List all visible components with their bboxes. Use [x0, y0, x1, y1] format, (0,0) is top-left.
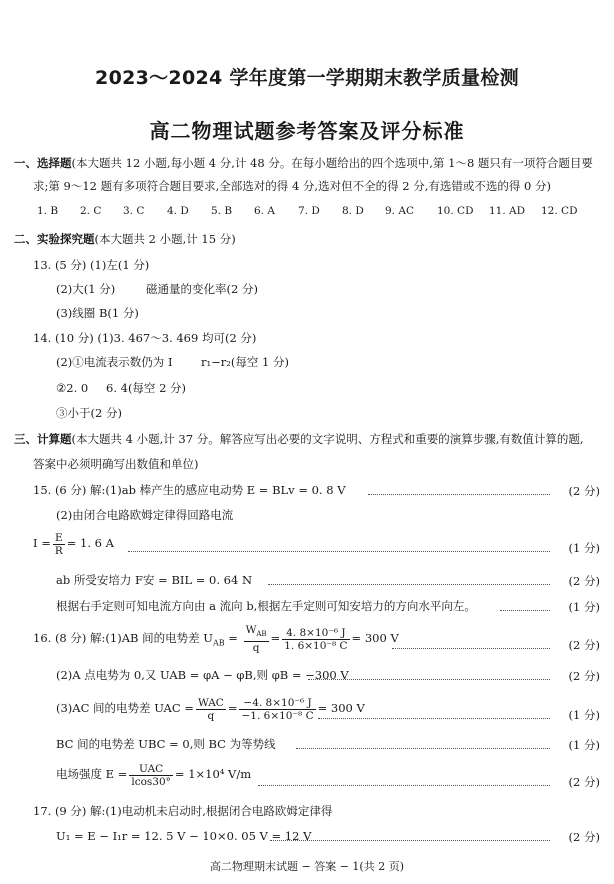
section-2-heading: 二、实验探究题: [14, 232, 95, 246]
q13-line-3: (3)线圈 B(1 分): [56, 306, 139, 320]
q16-frac-5-den: lcos30°: [131, 775, 171, 788]
answer-2: 2. C: [80, 205, 102, 217]
q16-w: W: [245, 624, 257, 637]
q16-frac-5: [129, 763, 173, 788]
q15-line-2: (2)由闭合电路欧姆定律得回路电流: [56, 508, 234, 522]
answer-1: 1. B: [37, 205, 59, 217]
answer-6: 6. A: [254, 205, 275, 217]
answer-9: 9. AC: [385, 205, 414, 217]
q16-eq: =: [228, 631, 238, 645]
q16-rhs-5: = 1×10⁴ V/m: [174, 767, 252, 781]
answer-8: 8. D: [342, 205, 364, 217]
answer-10: 10. CD: [437, 205, 474, 217]
q16-line-1: 16. (8 分) 解:(1)AB 间的电势差 $U_{AB}$ = $\frac{W_{AB}}{q}$ = $\frac{\text{4. 8×10⁻⁶ J}}{\text{1. 6×10⁻⁸ C}}$ = 300 V: [33, 624, 399, 654]
q14-line-2b: r₁−r₂(每空 1 分): [201, 355, 289, 369]
q16-frac-4: [239, 697, 315, 722]
q16-frac-3-num: WAC: [197, 696, 224, 709]
leader-dots: [128, 551, 550, 552]
page-subtitle: 高二物理试题参考答案及评分标准: [149, 119, 465, 143]
q16-line-5: [56, 760, 251, 788]
answer-4: 4. D: [167, 205, 189, 217]
section-3-heading: 三、计算题: [14, 432, 72, 446]
leader-dots: [268, 584, 550, 585]
q14-line-3b: 6. 4(每空 2 分): [106, 381, 187, 395]
score-mark: (2 分): [568, 638, 600, 652]
q16-frac-1-den: q: [252, 641, 260, 654]
leader-dots: [500, 610, 550, 611]
q14-line-3a: ②2. 0: [56, 381, 89, 395]
q16-frac-4-den: −1. 6×10⁻⁸ C: [241, 709, 314, 722]
score-mark: (1 分): [568, 541, 600, 555]
section-2-intro: [14, 232, 236, 246]
section-1-desc-2: 求;第 9～12 题有多项符合题目要求,全部选对的得 4 分,选对但不全的得 2 分,有选错或不选的得 0 分): [33, 179, 551, 193]
q15-line-1: 15. (6 分) 解:(1)ab 棒产生的感应电动势 E = BLv = 0. 8 V: [33, 483, 346, 497]
leader-dots: [258, 785, 550, 786]
q17-line-2: U₁ = E − I₁r = 12. 5 V − 10×0. 05 V = 12 V: [56, 829, 312, 843]
score-mark: (1 分): [568, 708, 600, 722]
answer-11: 11. AD: [489, 205, 526, 217]
q13-line-2a: (2)大(1 分): [56, 282, 116, 296]
score-mark: (2 分): [568, 574, 600, 588]
q13-line-2b: 磁通量的变化率(2 分): [146, 282, 258, 296]
answer-7: 7. D: [298, 205, 320, 217]
answer-12: 12. CD: [541, 205, 578, 217]
section-1-desc: (本大题共 12 小题,每小题 4 分,计 48 分。在每小题给出的四个选项中,第 1～8 题只有一项符合题目要: [71, 156, 593, 170]
answer-5: 5. B: [211, 205, 233, 217]
q16-frac-1-num: [244, 624, 269, 641]
leader-dots: [392, 648, 550, 649]
q16-line-3-text: (3)AC 间的电势差 UAC =: [56, 701, 194, 715]
q16-frac-2-num: 4. 8×10⁻⁶ J: [282, 627, 349, 640]
q16-frac-3-den: q: [207, 709, 215, 722]
q17-line-1: 17. (9 分) 解:(1)电动机未启动时,根据闭合电路欧姆定律得: [33, 804, 333, 818]
q15-line-5: 根据右手定则可知电流方向由 a 流向 b,根据左手定则可知安培力的方向水平向左。: [56, 599, 476, 613]
section-3-intro: [14, 432, 584, 446]
q14-line-4: ③小于(2 分): [56, 406, 122, 420]
answer-3: 3. C: [123, 205, 145, 217]
score-mark: (2 分): [568, 669, 600, 683]
q16-frac-1: [244, 624, 269, 653]
section-1-heading: 一、选择题: [14, 156, 72, 170]
q16-rhs: = 300 V: [351, 631, 399, 645]
q15-num: E: [53, 532, 65, 545]
q16-w-sub: AB: [256, 630, 267, 639]
q16-frac-2: [282, 627, 349, 652]
q16-rhs-3: = 300 V: [317, 701, 365, 715]
q16-sub: AB: [212, 638, 225, 648]
leader-dots: [308, 679, 550, 680]
q15-fraction: [53, 532, 65, 557]
q16-frac-5-num: UAC: [129, 763, 173, 776]
leader-dots: [368, 494, 550, 495]
q16-line-5-text: 电场强度 E =: [56, 767, 128, 781]
q16-line-4: BC 间的电势差 UBC = 0,则 BC 为等势线: [56, 737, 276, 751]
q14-line-1: 14. (10 分) (1)3. 467～3. 469 均可(2 分): [33, 331, 257, 345]
q15-den: R: [54, 544, 63, 557]
q14-line-2a: (2)①电流表示数仍为 I: [56, 355, 173, 369]
q15-line-4: ab 所受安培力 F安 = BIL = 0. 64 N: [56, 573, 253, 587]
leader-dots: [318, 718, 550, 719]
q15-line-3: [33, 531, 114, 557]
q16-frac-4-num: −4. 8×10⁻⁶ J: [239, 697, 315, 710]
page-footer: 高二物理期末试题 − 答案 − 1(共 2 页): [210, 860, 404, 873]
section-2-desc: (本大题共 2 小题,计 15 分): [94, 232, 236, 246]
section-1-intro: [14, 156, 593, 170]
q16-line-3: (3)AC 间的电势差 UAC = $\frac{\text{WAC}}{q}$ = $\frac{\text{−4. 8×10⁻⁶ J}}{\text{−1. 6×10⁻⁸ C}}$ = 300 V: [56, 696, 365, 722]
section-3-desc: (本大题共 4 小题,计 37 分。解答应写出必要的文字说明、方程式和重要的演算步骤,有数值计算的题,: [71, 432, 584, 446]
q13-line-1: 13. (5 分) (1)左(1 分): [33, 258, 150, 272]
section-3-desc-2: 答案中必须明确写出数值和单位): [33, 457, 199, 471]
q15-rhs: = 1. 6 A: [66, 536, 114, 550]
q16-frac-2-den: 1. 6×10⁻⁸ C: [284, 639, 348, 652]
score-mark: (2 分): [568, 830, 600, 844]
q16-frac-3: [196, 697, 226, 722]
score-mark: (1 分): [568, 738, 600, 752]
q16-line-1-text: 16. (8 分) 解:(1)AB 间的电势差 U: [33, 631, 213, 645]
q16-line-2: (2)A 点电势为 0,又 UAB = φA − φB,则 φB = −300 V: [56, 668, 349, 682]
leader-dots: [270, 840, 550, 841]
score-mark: (2 分): [568, 484, 600, 498]
score-mark: (2 分): [568, 775, 600, 789]
page-title: 2023～2024 学年度第一学期期末教学质量检测: [95, 67, 519, 89]
score-mark: (1 分): [568, 600, 600, 614]
q15-lhs: I =: [33, 536, 51, 550]
leader-dots: [296, 748, 550, 749]
